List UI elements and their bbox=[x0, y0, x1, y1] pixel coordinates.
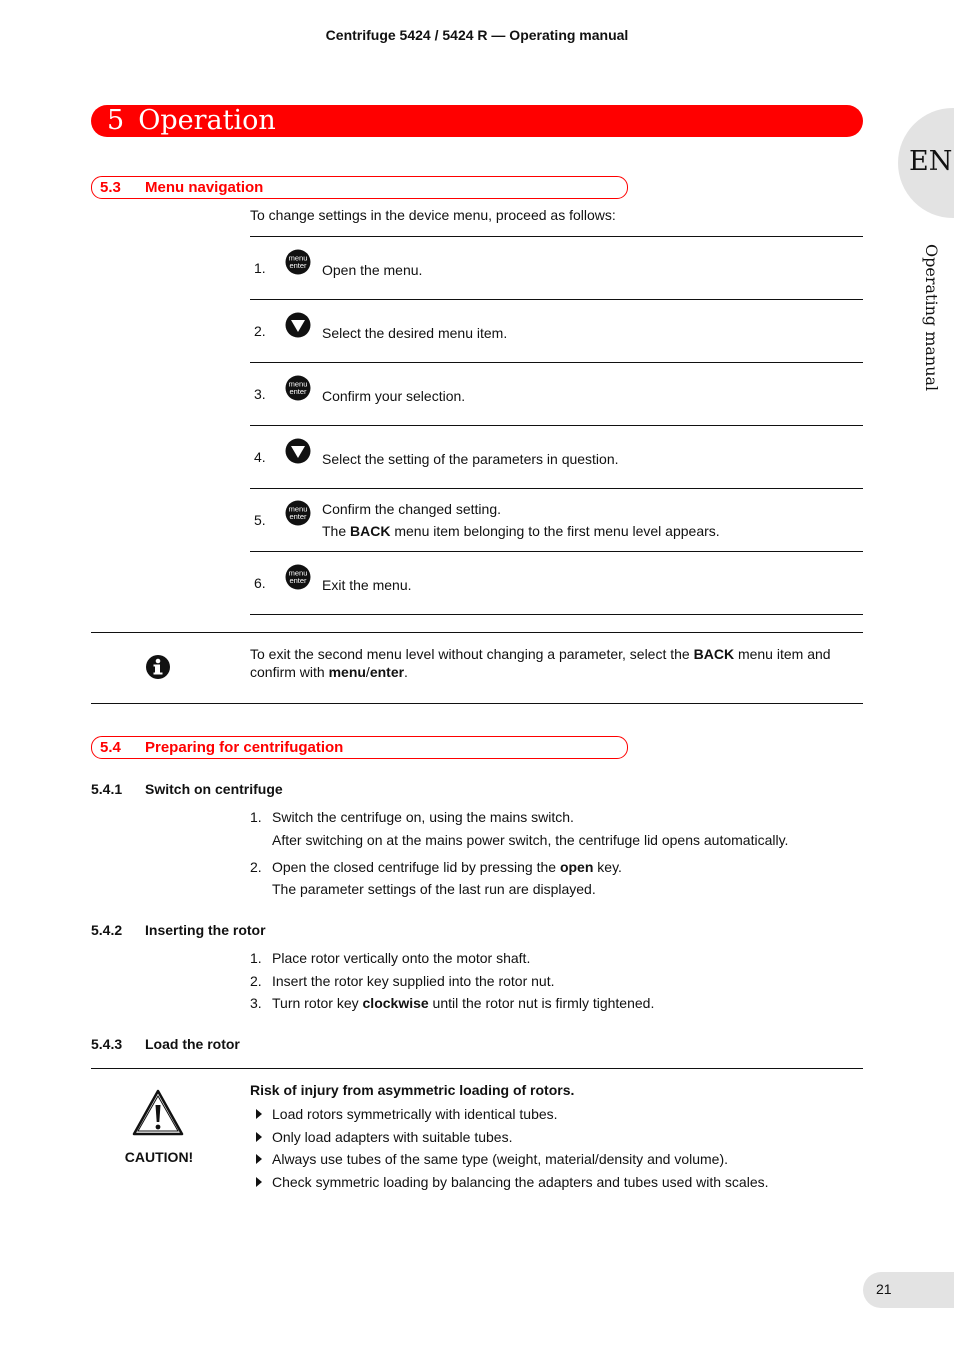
list-item: 2. Insert the rotor key supplied into the rotor nut. bbox=[250, 973, 555, 989]
page-number: 21 bbox=[876, 1281, 892, 1297]
key-label-top: menu bbox=[288, 568, 308, 578]
clockwise-keyword: clockwise bbox=[362, 995, 429, 1011]
chapter-number: 5 bbox=[107, 105, 125, 136]
menu-enter-key-icon bbox=[285, 249, 311, 275]
step-number: 4. bbox=[254, 449, 266, 465]
list-item: Always use tubes of the same type (weight, material/density and volume). bbox=[250, 1150, 855, 1173]
chapter-title: Operation bbox=[138, 105, 276, 136]
subsection-heading-5-4-1: 5.4.1 Switch on centrifuge bbox=[91, 781, 283, 797]
menu-enter-key-icon bbox=[285, 500, 311, 526]
caution-label: CAUTION! bbox=[124, 1149, 194, 1165]
section-number: 5.3 bbox=[100, 179, 121, 196]
menu-enter-key-icon bbox=[285, 564, 311, 590]
caution-list bbox=[250, 1105, 855, 1195]
list-item: Only load adapters with suitable tubes. bbox=[250, 1128, 855, 1151]
step-text: Confirm your selection. bbox=[322, 388, 466, 404]
key-label-top: menu bbox=[288, 504, 308, 514]
step-row bbox=[250, 300, 863, 363]
step-row bbox=[250, 552, 863, 615]
list-item: 3. Turn rotor key clockwise until the rotor nut is firmly tightened. bbox=[250, 995, 655, 1011]
section-intro: To change settings in the device menu, proceed as follows: bbox=[250, 207, 616, 223]
step-number: 6. bbox=[254, 575, 266, 591]
key-label-bottom: enter bbox=[289, 387, 307, 396]
caution-box bbox=[91, 1068, 863, 1199]
list-item: Load rotors symmetrically with identical tubes. bbox=[250, 1105, 855, 1128]
subsection-heading-5-4-3: 5.4.3 Load the rotor bbox=[91, 1036, 240, 1052]
step-number: 5. bbox=[254, 512, 266, 528]
info-icon bbox=[145, 654, 171, 680]
step-row bbox=[250, 426, 863, 489]
step-number: 3. bbox=[254, 386, 266, 402]
bullet-arrow-icon bbox=[256, 1154, 262, 1164]
step-text: Select the setting of the parameters in question. bbox=[322, 451, 619, 467]
chapter-banner bbox=[91, 105, 863, 137]
key-label-bottom: enter bbox=[289, 576, 307, 585]
step-text: Select the desired menu item. bbox=[322, 325, 508, 341]
step-number: 1. bbox=[254, 260, 266, 276]
step-row bbox=[250, 237, 863, 300]
bullet-arrow-icon bbox=[256, 1109, 262, 1119]
info-note bbox=[91, 632, 863, 704]
running-header: Centrifuge 5424 / 5424 R — Operating manual bbox=[325, 27, 629, 43]
warning-triangle-icon bbox=[132, 1089, 184, 1137]
key-label-top: menu bbox=[288, 253, 308, 263]
arrow-down-key-icon bbox=[285, 438, 311, 464]
step-text: Open the menu. bbox=[322, 262, 423, 278]
subsection-heading-5-4-2: 5.4.2 Inserting the rotor bbox=[91, 922, 266, 938]
step-text: Exit the menu. bbox=[322, 577, 412, 593]
section-heading-5-3 bbox=[91, 176, 628, 199]
bullet-arrow-icon bbox=[256, 1177, 262, 1187]
caution-title: Risk of injury from asymmetric loading of rotors. bbox=[250, 1082, 575, 1098]
arrow-down-key-icon bbox=[285, 312, 311, 338]
step-row bbox=[250, 489, 863, 552]
menu-enter-key-icon bbox=[285, 375, 311, 401]
step-number: 2. bbox=[254, 323, 266, 339]
section-title: Preparing for centrifugation bbox=[145, 739, 344, 756]
step-row bbox=[250, 363, 863, 426]
side-tab-label: Operating manual bbox=[922, 244, 941, 392]
list-item: Check symmetric loading by balancing the adapters and tubes used with scales. bbox=[250, 1173, 855, 1196]
list-item: 1. Switch the centrifuge on, using the mains switch. After switching on at the mains power switch, the centrifuge lid opens automatically. bbox=[250, 809, 789, 848]
section-heading-5-4 bbox=[91, 736, 628, 759]
section-number: 5.4 bbox=[100, 739, 121, 756]
key-label-top: menu bbox=[288, 379, 308, 389]
language-code: EN bbox=[909, 146, 953, 177]
bullet-arrow-icon bbox=[256, 1132, 262, 1142]
back-keyword: BACK bbox=[350, 523, 391, 539]
note-text: To exit the second menu level without changing a parameter, select the BACK menu item and confirm with menu/enter. bbox=[250, 646, 831, 680]
step-text-line2: The BACK menu item belonging to the first menu level appears. bbox=[322, 523, 720, 539]
key-label-bottom: enter bbox=[289, 261, 307, 270]
section-title: Menu navigation bbox=[145, 179, 264, 196]
list-item: 2. Open the closed centrifuge lid by pressing the open key. The parameter settings of the last run are displayed. bbox=[250, 859, 622, 897]
key-label-bottom: enter bbox=[289, 512, 307, 521]
list-item: 1. Place rotor vertically onto the motor shaft. bbox=[250, 950, 531, 966]
open-keyword: open bbox=[559, 859, 594, 875]
step-text-line1: Confirm the changed setting. bbox=[322, 501, 501, 517]
step-text bbox=[322, 498, 720, 542]
menu-steps-table bbox=[250, 236, 863, 615]
